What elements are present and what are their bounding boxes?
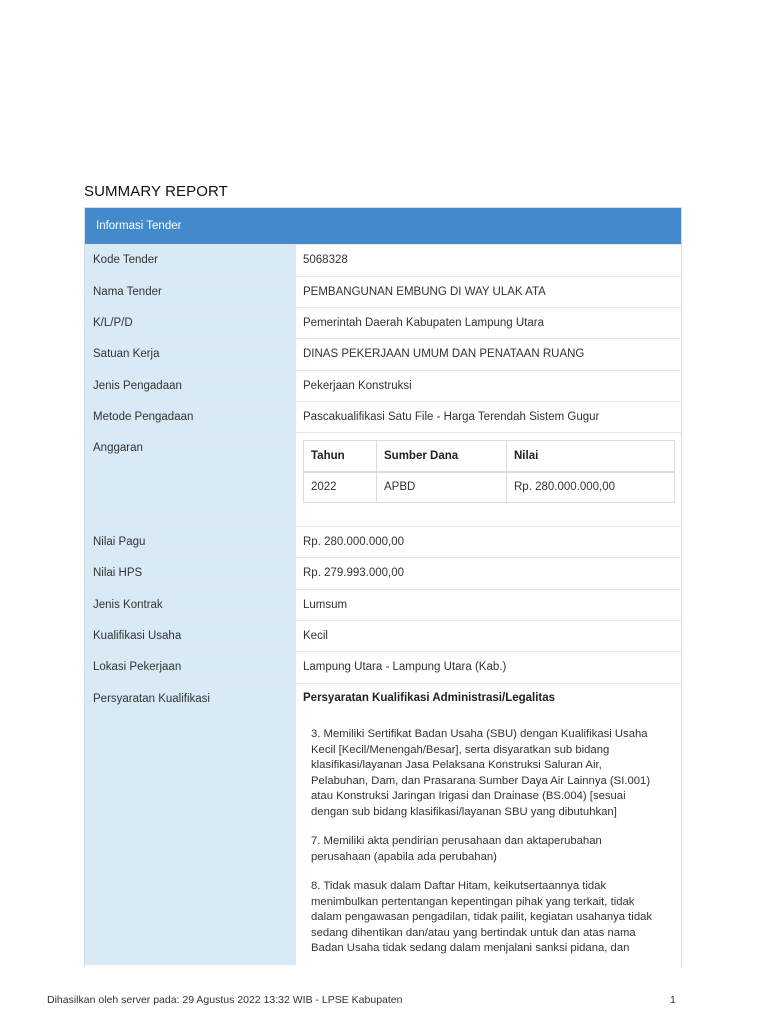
requirements-heading: Persyaratan Kualifikasi Administrasi/Legalitas	[303, 692, 556, 704]
row-label: Satuan Kerja	[85, 339, 296, 370]
row-value: Pascakualifikasi Satu File - Harga Terendah Sistem Gugur	[303, 411, 600, 423]
column-header-nilai: Nilai	[507, 441, 675, 472]
requirements-cell	[296, 684, 681, 965]
row-value: Kecil	[303, 630, 328, 642]
column-header-sumber-dana: Sumber Dana	[377, 441, 507, 472]
row-label: Nama Tender	[85, 277, 296, 307]
row-value: Lumsum	[303, 599, 348, 611]
row-label: Metode Pengadaan	[85, 402, 296, 432]
tender-info-panel	[84, 207, 682, 967]
requirements-list	[303, 727, 661, 957]
cell-sumber-dana: APBD	[377, 472, 507, 503]
list-item: 7. Memiliki akta pendirian perusahaan dan aktaperubahan perusahaan (apabila ada perubahan)	[311, 835, 602, 863]
row-label: Jenis Pengadaan	[85, 371, 296, 401]
row-lokasi-pekerjaan	[85, 651, 681, 683]
row-persyaratan-kualifikasi	[85, 683, 681, 965]
table-row	[304, 472, 675, 503]
cell-nilai: Rp. 280.000.000,00	[507, 472, 675, 503]
budget-table	[303, 440, 675, 503]
row-value: Pemerintah Daerah Kabupaten Lampung Utara	[303, 317, 545, 329]
row-value: Lampung Utara - Lampung Utara (Kab.)	[303, 661, 507, 673]
report-title: SUMMARY REPORT	[84, 183, 228, 200]
row-jenis-kontrak	[85, 589, 681, 620]
row-kode-tender	[85, 244, 681, 276]
row-value: 5068328	[303, 254, 348, 266]
row-kualifikasi-usaha	[85, 620, 681, 651]
row-value: DINAS PEKERJAAN UMUM DAN PENATAAN RUANG	[303, 348, 585, 360]
row-jenis-pengadaan	[85, 370, 681, 401]
row-label: K/L/P/D	[85, 308, 296, 338]
row-nama-tender	[85, 276, 681, 307]
budget-table-header	[304, 441, 675, 472]
list-item: 8. Tidak masuk dalam Daftar Hitam, keikutsertaannya tidak menimbulkan pertentangan kepentingan pihak yang terkait, tidak dalam pengawasan pengadilan, tidak pailit, kegiatan usahanya tidak sedang dihentikan dan/atau yang bertindak untuk dan atas nama Badan Usaha tidak sedang dalam menjalani sanksi pidana, dan	[311, 880, 653, 954]
column-header-tahun: Tahun	[304, 441, 377, 472]
anggaran-table-cell	[296, 433, 682, 526]
row-label: Kualifikasi Usaha	[85, 621, 296, 651]
row-label: Lokasi Pekerjaan	[85, 652, 296, 683]
row-label: Jenis Kontrak	[85, 590, 296, 620]
row-nilai-pagu	[85, 526, 681, 557]
row-nilai-hps	[85, 557, 681, 589]
row-label: Anggaran	[85, 433, 296, 526]
panel-heading: Informasi Tender	[85, 208, 681, 244]
page-number: 1	[670, 994, 676, 1006]
footer-text: Dihasilkan oleh server pada: 29 Agustus 2022 13:32 WIB - LPSE Kabupaten	[47, 994, 403, 1006]
row-value: PEMBANGUNAN EMBUNG DI WAY ULAK ATA	[303, 286, 546, 298]
row-metode-pengadaan	[85, 401, 681, 432]
row-label: Persyaratan Kualifikasi	[85, 684, 296, 965]
row-label: Nilai HPS	[85, 558, 296, 589]
row-label: Nilai Pagu	[85, 527, 296, 557]
row-value: Pekerjaan Konstruksi	[303, 380, 412, 392]
row-value: Rp. 280.000.000,00	[303, 536, 405, 548]
cell-tahun: 2022	[304, 472, 377, 503]
list-item: 3. Memiliki Sertifikat Badan Usaha (SBU) dengan Kualifikasi Usaha Kecil [Kecil/Menengah/Besar], serta disyaratkan sub bidang klasifikasi/layanan Jasa Pelaksana Konstruksi Saluran Air, Pelabuhan, Dam, dan Prasarana Sumber Daya Air Lainnya (SI.001) atau Konstruksi Jaringan Irigasi dan Drainase (BS.004) [sesuai dengan sub bidang klasifikasi/layanan SBU yang dibutuhkan]	[311, 728, 651, 818]
row-klpd	[85, 307, 681, 338]
row-satuan-kerja	[85, 338, 681, 370]
row-label: Kode Tender	[85, 245, 296, 276]
row-anggaran	[85, 432, 681, 526]
row-value: Rp. 279.993.000,00	[303, 567, 405, 579]
